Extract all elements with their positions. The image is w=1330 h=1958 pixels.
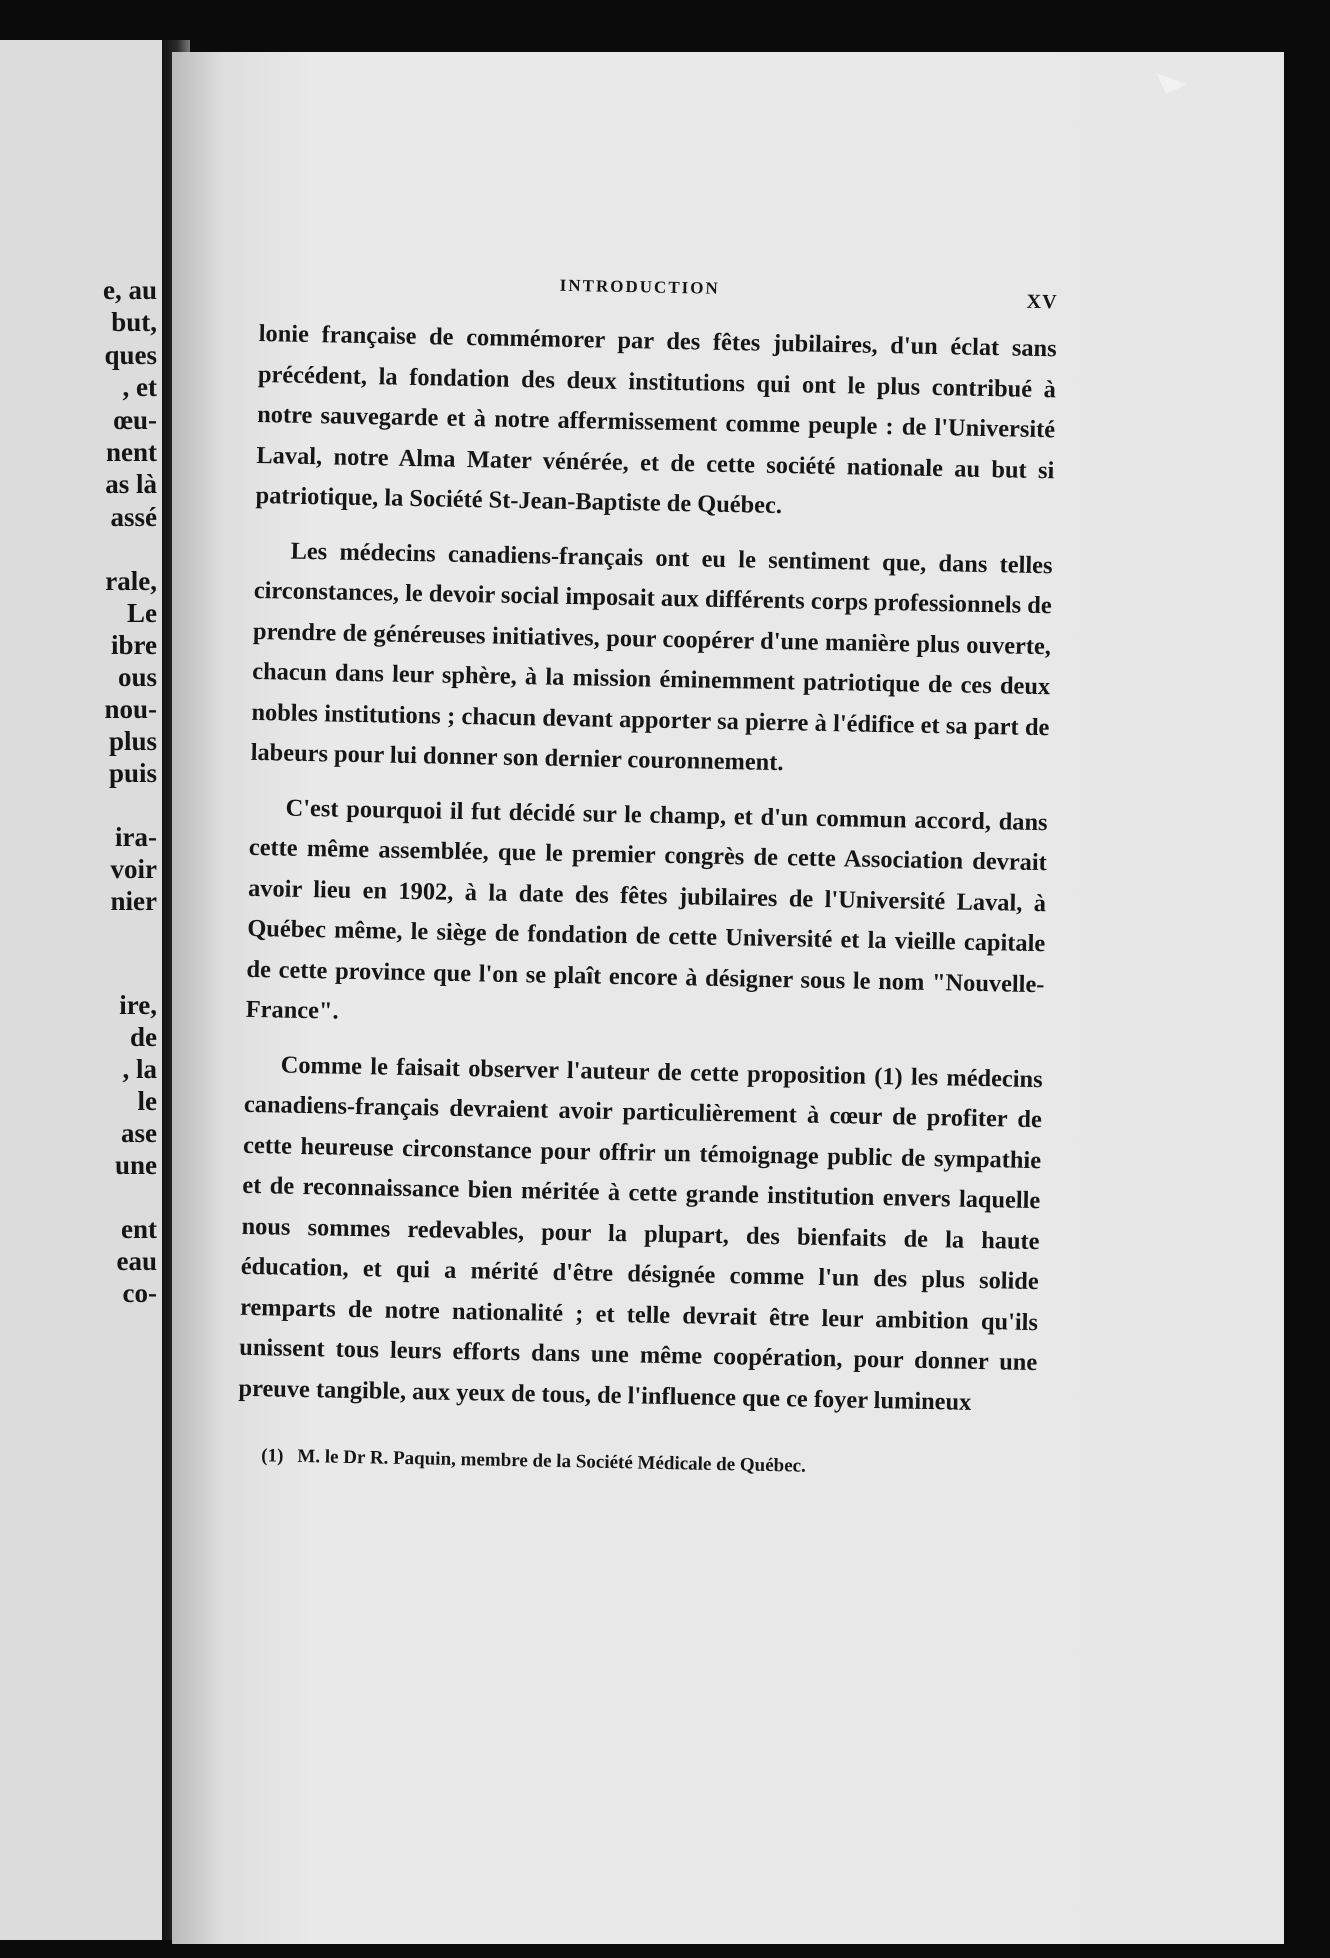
left-page-fragment: une — [114, 1150, 157, 1180]
page-text-block — [237, 270, 1058, 1484]
left-page-fragment: rale, — [105, 566, 157, 596]
left-page-fragment: , et — [122, 372, 157, 402]
left-page-fragment: le — [137, 1086, 157, 1116]
left-page-fragment: but, — [111, 307, 157, 337]
left-page-fragment: ire, — [119, 990, 157, 1020]
left-page-fragment: nent — [105, 437, 157, 467]
left-page-fragment: , la — [122, 1054, 157, 1084]
left-page-fragment: e, au — [103, 275, 157, 305]
left-page-fragment: voir — [110, 854, 157, 884]
left-page-fragment: nou- — [104, 694, 157, 724]
paragraph-4: Comme le faisait observer l'auteur de cette proposition (1) les médecins canadiens-français devraient avoir particulièrement à cœur de profiter de cette heureuse circonstance pour offrir un témoignage public de sympathie et de reconnaissance bien méritée à cette grande institution envers laquelle nous sommes redevables, pour la plupart, des bienfaits de la haute éducation, et qui a mérité d'être désignée comme l'un des plus solide remparts de notre nationalité ; et telle devrait être leur ambition qu'ils unissent tous leurs efforts dans une même coopération, pour donner une preuve tangible, aux yeux de tous, de l'influence que ce foyer lumineux — [238, 1051, 1043, 1416]
left-page-fragment: ibre — [111, 630, 157, 660]
left-page-fragment: co- — [122, 1278, 157, 1308]
left-page-fragment: Le — [127, 598, 157, 628]
left-page-fragment: de — [130, 1022, 157, 1052]
footnote-text: M. le Dr R. Paquin, membre de la Société Médicale de Québec. — [297, 1445, 807, 1477]
paper-tear-mark: ◣ — [1153, 56, 1189, 98]
left-page-fragment: plus — [108, 726, 157, 756]
paragraph-1: lonie française de commémorer par des fêtes jubilaires, d'un éclat sans précédent, la fondation des deux institutions qui ont le plus contribué à notre sauvegarde et à notre affermissement comme peuple : de l'Université Laval, notre Alma Mater vénérée, et de cette société nationale au but si patriotique, la Société St-Jean-Baptiste de Québec. — [255, 319, 1057, 520]
left-page-fragment: ous — [117, 662, 157, 692]
paragraph-3: C'est pourquoi il fut décidé sur le champ, et d'un commun accord, dans cette même assemblée, que le premier congrès de cette Association devrait avoir lieu en 1902, à la date des fêtes jubilaires de l'Université Laval, à Québec même, le siège de fondation de cette Université et la vieille capitale de cette province que l'on se plaît encore à désigner sous le nom "Nouvelle-France". — [245, 794, 1048, 1025]
previous-page-edge — [0, 40, 165, 1940]
left-page-fragment: ent — [121, 1214, 157, 1244]
left-page-fragment: ase — [121, 1118, 157, 1148]
left-page-fragment: ira- — [115, 822, 157, 852]
left-page-fragment: assé — [110, 502, 157, 532]
running-title: INTRODUCTION — [559, 275, 720, 298]
paragraph-2: Les médecins canadiens-français ont eu le sentiment que, dans telles circonstances, le devoir social imposait aux différents corps professionnels de prendre de généreuses initiatives, pour coopérer d'une manière plus ouverte, chacun dans leur sphère, à la mission éminemment patriotique de ces deux nobles institutions ; chacun devant apporter sa pierre à l'édifice et sa part de labeurs pour lui donner son dernier couronnement. — [250, 537, 1053, 777]
footnote-marker: (1) — [261, 1445, 284, 1467]
left-page-fragment: puis — [108, 758, 157, 788]
left-page-fragment: ques — [104, 340, 157, 370]
left-page-fragment: eau — [116, 1246, 157, 1276]
left-page-fragment: œu- — [113, 405, 157, 435]
book-page — [172, 52, 1284, 1944]
page-number: XV — [1026, 290, 1058, 314]
left-page-fragment: nier — [110, 886, 157, 916]
left-page-fragment: as là — [105, 469, 157, 499]
